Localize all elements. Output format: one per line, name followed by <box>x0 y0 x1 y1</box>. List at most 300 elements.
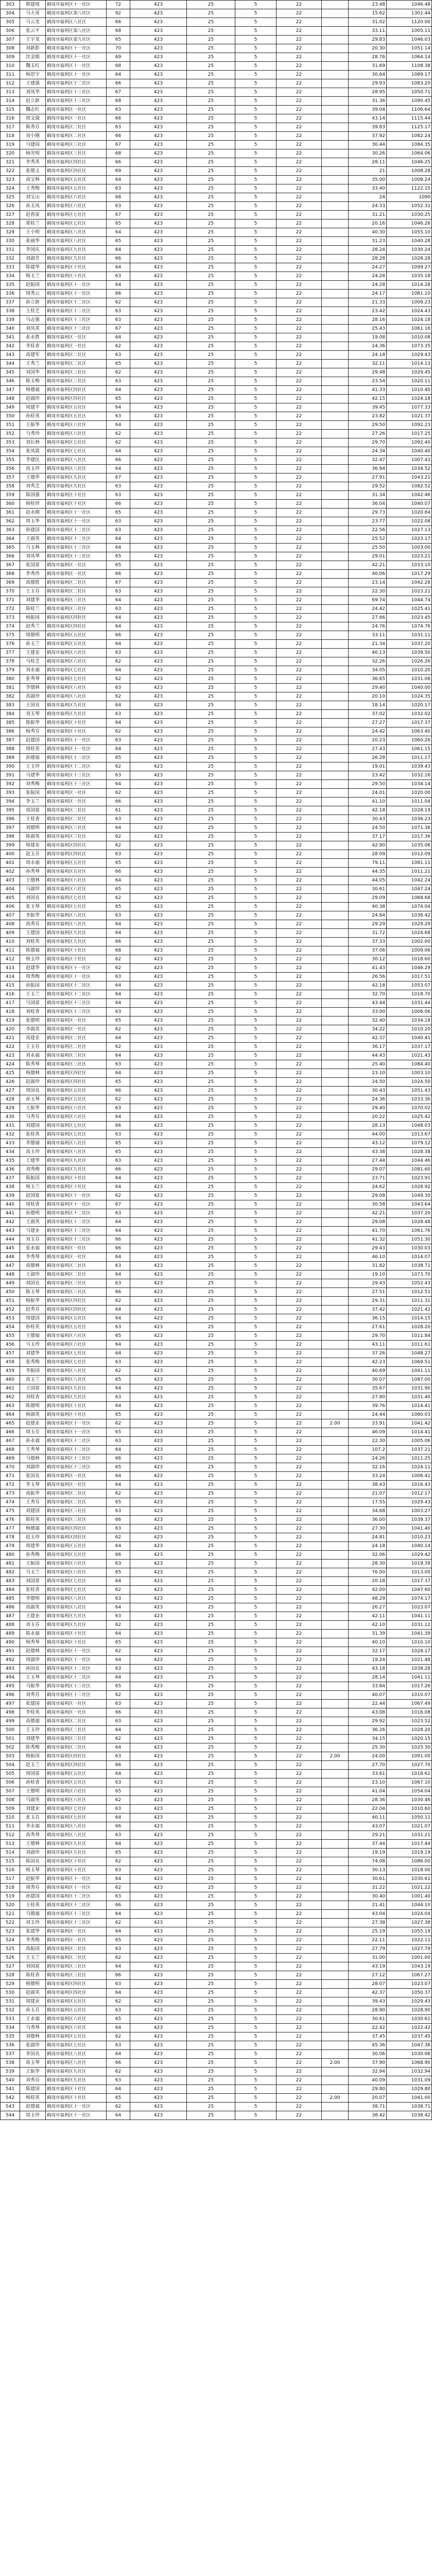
value-f-cell <box>322 1577 349 1586</box>
value-g-cell: 22.56 <box>349 526 387 535</box>
value-b-cell: 423 <box>130 675 187 684</box>
value-g-cell: 24.44 <box>349 1411 387 1419</box>
person-name-cell: 周建平 <box>20 403 46 412</box>
value-a-cell: 64 <box>107 1603 130 1612</box>
value-e-cell: 22 <box>277 1577 322 1586</box>
unit-name-cell: 鹤岗市福利区九社区 <box>46 710 107 719</box>
value-h-cell: 1021.42 <box>387 1306 432 1314</box>
value-e-cell: 22 <box>277 938 322 946</box>
value-d-cell: 5 <box>235 806 277 815</box>
person-name-cell: 陈秀琴 <box>20 1060 46 1069</box>
value-f-cell <box>322 1209 349 1218</box>
value-c-cell: 25 <box>187 605 235 614</box>
person-name-cell: 刘淑珍 <box>20 1463 46 1472</box>
value-c-cell: 25 <box>187 1568 235 1577</box>
value-h-cell: 1006.41 <box>387 1472 432 1481</box>
row-index-cell: 489 <box>1 1630 20 1638</box>
table-row <box>1 351 432 360</box>
unit-name-cell: 鹤岗市福利区十二社区 <box>46 526 107 535</box>
value-b-cell: 423 <box>130 885 187 894</box>
person-name-cell: 周淑珍 <box>20 1656 46 1665</box>
value-c-cell: 25 <box>187 325 235 333</box>
person-name-cell: 李国庆 <box>20 246 46 255</box>
value-e-cell: 22 <box>277 1665 322 1673</box>
row-index-cell: 540 <box>1 2076 20 2085</box>
row-index-cell: 533 <box>1 2015 20 2024</box>
row-index-cell: 454 <box>1 1323 20 1332</box>
value-b-cell: 423 <box>130 745 187 754</box>
value-f-cell <box>322 2006 349 2015</box>
value-c-cell: 25 <box>187 1612 235 1621</box>
table-row <box>1 2050 432 2059</box>
unit-name-cell: 鹤岗市福利区十一社区 <box>46 1884 107 1892</box>
value-h-cell: 1037.21 <box>387 1446 432 1454</box>
value-e-cell: 22 <box>277 2111 322 2120</box>
value-f-cell <box>322 876 349 885</box>
table-row <box>1 88 432 97</box>
row-index-cell: 425 <box>1 1069 20 1078</box>
value-f-cell <box>322 1122 349 1130</box>
table-row <box>1 1726 432 1735</box>
unit-name-cell: 鹤岗市福利区十社区 <box>46 1183 107 1192</box>
value-b-cell: 423 <box>130 1288 187 1297</box>
person-name-cell: 赵振国 <box>20 281 46 290</box>
value-h-cell: 1115.44 <box>387 114 432 123</box>
table-row <box>1 219 432 228</box>
table-row <box>1 1962 432 1971</box>
person-name-cell: 张玉芬 <box>20 1814 46 1822</box>
value-d-cell: 5 <box>235 1735 277 1743</box>
value-g-cell: 15.62 <box>349 9 387 18</box>
value-g-cell: 22.42 <box>349 2024 387 2032</box>
value-e-cell: 22 <box>277 281 322 290</box>
value-b-cell: 423 <box>130 1770 187 1778</box>
table-row <box>1 1533 432 1542</box>
value-c-cell: 25 <box>187 841 235 850</box>
value-g-cell: 38.43 <box>349 1481 387 1489</box>
value-h-cell: 1029.45 <box>387 368 432 377</box>
value-a-cell: 64 <box>107 1989 130 1997</box>
value-g-cell: 29.83 <box>349 36 387 44</box>
value-e-cell: 22 <box>277 2059 322 2067</box>
person-name-cell: 李德明 <box>20 1595 46 1603</box>
person-name-cell: 马建国 <box>20 141 46 149</box>
person-name-cell: 孙玉凤 <box>20 202 46 211</box>
value-e-cell: 22 <box>277 1419 322 1428</box>
person-name-cell: 刘玉珍 <box>20 1919 46 1927</box>
value-c-cell: 25 <box>187 1174 235 1183</box>
unit-name-cell: 鹤岗市福利区十社区 <box>46 500 107 509</box>
value-d-cell: 5 <box>235 255 277 263</box>
row-index-cell: 435 <box>1 1157 20 1165</box>
value-f-cell <box>322 167 349 176</box>
value-e-cell: 22 <box>277 833 322 841</box>
table-row <box>1 36 432 44</box>
person-name-cell: 王国富 <box>20 1384 46 1393</box>
value-d-cell: 5 <box>235 666 277 675</box>
value-d-cell: 5 <box>235 1419 277 1428</box>
value-h-cell: 1001.00 <box>387 1954 432 1962</box>
value-h-cell: 1073.35 <box>387 342 432 351</box>
row-index-cell: 437 <box>1 1174 20 1183</box>
value-h-cell: 1025.41 <box>387 605 432 614</box>
value-a-cell: 65 <box>107 1568 130 1577</box>
value-c-cell: 25 <box>187 535 235 544</box>
value-c-cell: 25 <box>187 9 235 18</box>
value-a-cell: 64 <box>107 535 130 544</box>
table-row <box>1 587 432 596</box>
value-b-cell: 423 <box>130 692 187 701</box>
row-index-cell: 347 <box>1 386 20 395</box>
value-b-cell: 423 <box>130 771 187 780</box>
table-row <box>1 929 432 938</box>
table-row <box>1 920 432 929</box>
person-name-cell: 杨秀芬 <box>20 727 46 736</box>
value-c-cell: 25 <box>187 1104 235 1113</box>
value-d-cell: 5 <box>235 1016 277 1025</box>
value-e-cell: 22 <box>277 1936 322 1945</box>
value-d-cell: 5 <box>235 1743 277 1752</box>
value-c-cell: 25 <box>187 2067 235 2076</box>
value-f-cell <box>322 1472 349 1481</box>
value-g-cell: 29.40 <box>349 684 387 692</box>
value-g-cell: 39.83 <box>349 123 387 132</box>
value-d-cell: 5 <box>235 438 277 447</box>
value-d-cell: 5 <box>235 1279 277 1288</box>
value-e-cell: 22 <box>277 255 322 263</box>
row-index-cell: 353 <box>1 438 20 447</box>
unit-name-cell: 鹤岗市福利区六社区 <box>46 1787 107 1796</box>
value-b-cell: 423 <box>130 395 187 403</box>
row-index-cell: 466 <box>1 1428 20 1437</box>
value-g-cell: 40.13 <box>349 649 387 657</box>
value-a-cell: 63 <box>107 649 130 657</box>
value-h-cell: 1035.18 <box>387 272 432 281</box>
value-e-cell: 22 <box>277 1253 322 1262</box>
table-row <box>1 1849 432 1857</box>
value-b-cell: 423 <box>130 307 187 316</box>
table-row <box>1 1008 432 1016</box>
value-d-cell: 5 <box>235 964 277 973</box>
value-f-cell <box>322 2111 349 2120</box>
unit-name-cell: 鹤岗市福利区十一社区 <box>46 1200 107 1209</box>
value-h-cell: 1051.14 <box>387 44 432 53</box>
unit-name-cell: 鹤岗市福利区七社区 <box>46 1358 107 1367</box>
value-c-cell: 25 <box>187 833 235 841</box>
value-c-cell: 25 <box>187 894 235 903</box>
value-h-cell: 1050.11 <box>387 1814 432 1822</box>
value-h-cell: 1041.11 <box>387 1673 432 1682</box>
value-f-cell <box>322 1148 349 1157</box>
value-e-cell: 22 <box>277 263 322 272</box>
value-d-cell: 5 <box>235 158 277 167</box>
value-d-cell: 5 <box>235 1796 277 1805</box>
value-b-cell: 423 <box>130 281 187 290</box>
value-a-cell: 64 <box>107 1113 130 1122</box>
value-c-cell: 25 <box>187 701 235 710</box>
unit-name-cell: 鹤岗市福利区九社区 <box>46 701 107 710</box>
person-name-cell: 王振华 <box>20 421 46 430</box>
person-name-cell: 刘国良 <box>20 894 46 903</box>
value-e-cell: 22 <box>277 1402 322 1411</box>
value-a-cell: 62 <box>107 438 130 447</box>
value-h-cell: 1068.68 <box>387 894 432 903</box>
value-f-cell <box>322 465 349 473</box>
unit-name-cell: 鹤岗市福利区十二社区 <box>46 1437 107 1446</box>
value-c-cell: 25 <box>187 1472 235 1481</box>
value-h-cell: 1055.10 <box>387 228 432 237</box>
table-row <box>1 386 432 395</box>
value-d-cell: 5 <box>235 981 277 990</box>
table-row <box>1 403 432 412</box>
value-c-cell: 25 <box>187 1288 235 1297</box>
value-f-cell <box>322 1332 349 1341</box>
value-b-cell: 423 <box>130 482 187 491</box>
unit-name-cell: 鹤岗市福利区八社区 <box>46 1367 107 1376</box>
value-h-cell: 1041.42 <box>387 1419 432 1428</box>
value-a-cell: 62 <box>107 1735 130 1743</box>
value-b-cell: 423 <box>130 727 187 736</box>
value-c-cell: 25 <box>187 237 235 246</box>
row-index-cell: 513 <box>1 1840 20 1849</box>
value-a-cell: 64 <box>107 1962 130 1971</box>
value-f-cell <box>322 1200 349 1209</box>
row-index-cell: 320 <box>1 149 20 158</box>
value-d-cell: 5 <box>235 1577 277 1586</box>
table-row <box>1 1708 432 1717</box>
person-name-cell: 刘玉琴 <box>20 710 46 719</box>
value-h-cell: 1030.61 <box>387 2015 432 2024</box>
value-c-cell: 25 <box>187 1481 235 1489</box>
value-e-cell: 22 <box>277 1901 322 1910</box>
unit-name-cell: 鹤岗市福利区第八社区 <box>46 27 107 36</box>
value-b-cell: 423 <box>130 421 187 430</box>
value-c-cell: 25 <box>187 421 235 430</box>
value-e-cell: 22 <box>277 1603 322 1612</box>
value-b-cell: 423 <box>130 1034 187 1043</box>
value-e-cell: 22 <box>277 1393 322 1402</box>
table-row <box>1 1393 432 1402</box>
unit-name-cell: 鹤岗市福利区十社区 <box>46 263 107 272</box>
value-d-cell: 5 <box>235 1621 277 1630</box>
value-b-cell: 423 <box>130 684 187 692</box>
unit-name-cell: 鹤岗市福利区一社区 <box>46 1253 107 1262</box>
value-d-cell: 5 <box>235 325 277 333</box>
value-e-cell: 22 <box>277 465 322 473</box>
value-a-cell: 62 <box>107 1192 130 1200</box>
value-a-cell: 62 <box>107 1647 130 1656</box>
table-row <box>1 1130 432 1139</box>
value-e-cell: 22 <box>277 894 322 903</box>
row-index-cell: 361 <box>1 509 20 517</box>
table-row <box>1 1481 432 1489</box>
unit-name-cell: 鹤岗市福利区二社区 <box>46 587 107 596</box>
row-index-cell: 381 <box>1 684 20 692</box>
value-c-cell: 25 <box>187 351 235 360</box>
value-e-cell: 22 <box>277 447 322 456</box>
value-b-cell: 423 <box>130 2076 187 2085</box>
row-index-cell: 510 <box>1 1814 20 1822</box>
value-a-cell: 63 <box>107 1831 130 1840</box>
value-g-cell: 24.34 <box>349 447 387 456</box>
value-g-cell: 42.37 <box>349 1034 387 1043</box>
table-row <box>1 894 432 903</box>
value-d-cell: 5 <box>235 500 277 509</box>
value-h-cell: 1010.07 <box>387 1691 432 1700</box>
table-row <box>1 412 432 421</box>
value-h-cell: 1042.24 <box>387 876 432 885</box>
value-g-cell: 28.30 <box>349 1560 387 1568</box>
person-name-cell: 王桂英 <box>20 1901 46 1910</box>
person-name-cell: 魏玉红 <box>20 62 46 71</box>
value-d-cell: 5 <box>235 316 277 325</box>
value-d-cell: 5 <box>235 1481 277 1489</box>
value-c-cell: 25 <box>187 1419 235 1428</box>
value-e-cell: 22 <box>277 1209 322 1218</box>
table-row <box>1 1 432 9</box>
value-g-cell: 20.30 <box>349 44 387 53</box>
value-b-cell: 423 <box>130 1919 187 1927</box>
value-f-cell <box>322 1008 349 1016</box>
value-g-cell: 22.30 <box>349 587 387 596</box>
value-f-cell <box>322 657 349 666</box>
value-e-cell: 22 <box>277 1542 322 1551</box>
unit-name-cell: 鹤岗市福利区八社区 <box>46 18 107 27</box>
value-d-cell: 5 <box>235 789 277 798</box>
value-c-cell: 25 <box>187 1901 235 1910</box>
value-h-cell: 1034.14 <box>387 780 432 789</box>
value-a-cell: 63 <box>107 202 130 211</box>
value-c-cell: 25 <box>187 1840 235 1849</box>
value-a-cell: 64 <box>107 2050 130 2059</box>
value-c-cell: 25 <box>187 1971 235 1980</box>
person-name-cell: 刘建国 <box>20 1122 46 1130</box>
value-a-cell: 70 <box>107 44 130 53</box>
value-e-cell: 22 <box>277 316 322 325</box>
value-e-cell: 22 <box>277 1122 322 1130</box>
value-f-cell <box>322 1787 349 1796</box>
value-c-cell: 25 <box>187 246 235 255</box>
value-e-cell: 22 <box>277 1113 322 1122</box>
row-index-cell: 448 <box>1 1270 20 1279</box>
value-h-cell: 1048.03 <box>387 1122 432 1130</box>
value-b-cell: 423 <box>130 1306 187 1314</box>
value-d-cell: 5 <box>235 1524 277 1533</box>
value-b-cell: 423 <box>130 1621 187 1630</box>
value-e-cell: 22 <box>277 1849 322 1857</box>
value-h-cell: 1011.04 <box>387 798 432 806</box>
value-g-cell: 33.61 <box>349 1770 387 1778</box>
value-b-cell: 423 <box>130 386 187 395</box>
value-e-cell: 22 <box>277 1323 322 1332</box>
value-g-cell: 27.70 <box>349 1761 387 1770</box>
value-b-cell: 423 <box>130 1402 187 1411</box>
table-row <box>1 1297 432 1306</box>
value-b-cell: 423 <box>130 719 187 727</box>
value-d-cell: 5 <box>235 570 277 579</box>
value-b-cell: 423 <box>130 824 187 833</box>
person-name-cell: 刘国良 <box>20 1279 46 1288</box>
value-e-cell: 22 <box>277 1349 322 1358</box>
value-f-cell <box>322 1498 349 1507</box>
value-g-cell: 46.09 <box>349 1428 387 1437</box>
person-name-cell: 周国富 <box>20 1770 46 1778</box>
person-name-cell: 王玉芬 <box>20 587 46 596</box>
value-h-cell: 1090.45 <box>387 97 432 106</box>
row-index-cell: 502 <box>1 1743 20 1752</box>
value-h-cell: 1051.30 <box>387 1235 432 1244</box>
value-a-cell: 63 <box>107 2006 130 2015</box>
value-a-cell: 63 <box>107 1507 130 1516</box>
value-b-cell: 423 <box>130 666 187 675</box>
value-b-cell: 423 <box>130 71 187 79</box>
value-g-cell: 24.50 <box>349 1078 387 1087</box>
value-a-cell: 65 <box>107 885 130 894</box>
row-index-cell: 439 <box>1 1192 20 1200</box>
value-h-cell: 1030.61 <box>387 1875 432 1884</box>
person-name-cell: 王玉琴 <box>20 1673 46 1682</box>
value-f-cell <box>322 1630 349 1638</box>
value-a-cell: 65 <box>107 1463 130 1472</box>
value-h-cell: 1012.09 <box>387 850 432 859</box>
table-row <box>1 1104 432 1113</box>
value-a-cell: 66 <box>107 1708 130 1717</box>
value-c-cell: 25 <box>187 657 235 666</box>
value-h-cell: 1032.02 <box>387 710 432 719</box>
value-c-cell: 25 <box>187 1927 235 1936</box>
value-h-cell: 1028.48 <box>387 1218 432 1227</box>
value-g-cell: 39.76 <box>349 1402 387 1411</box>
table-row <box>1 911 432 920</box>
value-e-cell: 22 <box>277 885 322 894</box>
value-e-cell: 22 <box>277 1332 322 1341</box>
value-b-cell: 423 <box>130 736 187 745</box>
value-a-cell: 63 <box>107 1945 130 1954</box>
value-c-cell: 25 <box>187 1884 235 1892</box>
value-h-cell: 1027.13 <box>387 526 432 535</box>
unit-name-cell: 鹤岗市福利区十一社区 <box>46 53 107 62</box>
value-g-cell: 29.40 <box>349 1104 387 1113</box>
value-b-cell: 423 <box>130 1700 187 1708</box>
value-c-cell: 25 <box>187 1980 235 1989</box>
value-f-cell <box>322 1568 349 1577</box>
person-name-cell: 李建民 <box>20 456 46 465</box>
value-c-cell: 25 <box>187 903 235 911</box>
table-row <box>1 579 432 587</box>
unit-name-cell: 鹤岗市福利区十一社区 <box>46 1647 107 1656</box>
value-g-cell: 24.76 <box>349 622 387 631</box>
value-b-cell: 423 <box>130 1971 187 1980</box>
value-c-cell: 25 <box>187 1673 235 1682</box>
value-h-cell: 1017.51 <box>387 973 432 981</box>
value-g-cell: 18.14 <box>349 701 387 710</box>
row-index-cell: 534 <box>1 2024 20 2032</box>
unit-name-cell: 鹤岗市福利区八社区 <box>46 1831 107 1840</box>
value-b-cell: 423 <box>130 1419 187 1428</box>
value-f-cell <box>322 219 349 228</box>
value-g-cell: 38.71 <box>349 2103 387 2111</box>
value-f-cell <box>322 535 349 544</box>
value-f-cell <box>322 456 349 465</box>
value-h-cell: 1051.43 <box>387 1087 432 1095</box>
unit-name-cell: 鹤岗市福利区七社区 <box>46 447 107 456</box>
value-c-cell: 25 <box>187 815 235 824</box>
table-row <box>1 1840 432 1849</box>
unit-name-cell: 鹤岗市福利区八社区 <box>46 2050 107 2059</box>
value-c-cell: 25 <box>187 1700 235 1708</box>
value-b-cell: 423 <box>130 106 187 114</box>
row-index-cell: 395 <box>1 806 20 815</box>
